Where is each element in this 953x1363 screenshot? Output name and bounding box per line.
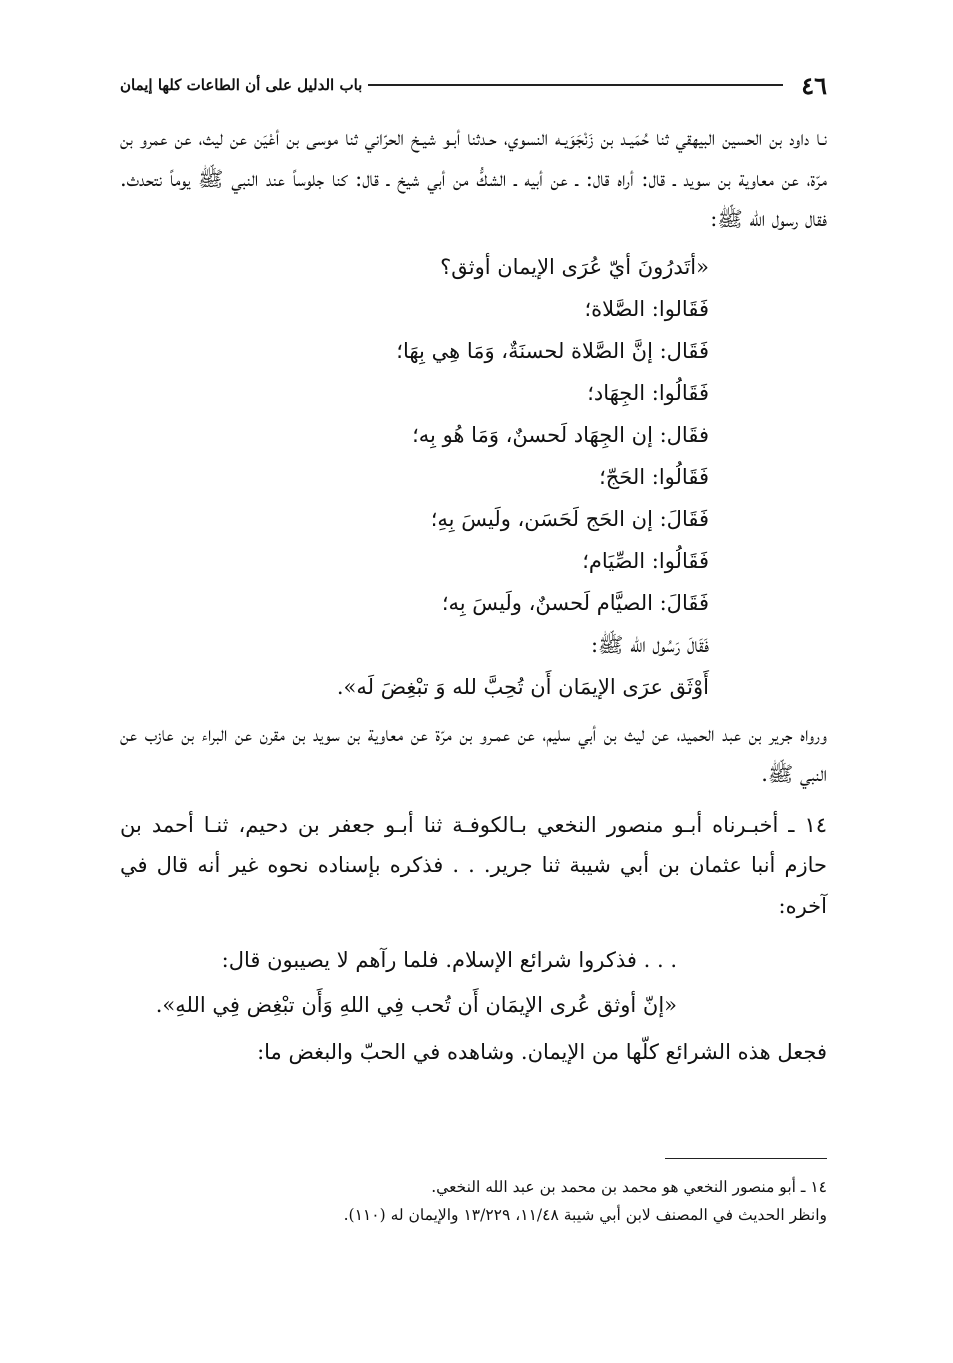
hadith-line: فَقَالُوا: الجِهَاد؛ [587, 380, 709, 405]
hadith-line: «أتَدرُونَ أيّ عُرَى الإيمان أوثق؟ [440, 254, 709, 279]
footnote-line: وانظر الحديث في المصنف لابن أبي شيبة ١١/٤٨، ١٣/٢٢٩ والإيمان له (١١٠). [343, 1206, 827, 1224]
quote-line: . . . فذكروا شرائع الإسلام. فلما رآهم لا يصيبون قال: [221, 948, 677, 972]
quoted-text [120, 938, 677, 1028]
footnotes [120, 1158, 827, 1229]
footnote-line: ١٤ ـ أبو منصور النخعي هو محمد بن محمد بن عبد الله النخعي. [431, 1178, 827, 1196]
hadith-line: فَقَالُوا: الصِّيَام؛ [582, 548, 709, 573]
hadith-line: فَقَالوا: الصَّلاة؛ [584, 296, 709, 321]
footnote-rule [665, 1158, 827, 1159]
running-title: باب الدليل على أن الطاعات كلها إيمان [120, 76, 363, 94]
hadith-line: أَوْثَق عرَى الإيمَان أَن تُحِبَّ لله وَ تبْغِضَ لَه». [336, 674, 709, 699]
paragraph-isnad: نـا داود بن الحسين البيهقي ثنا حُمَيـد بن زَنْجَوَيـه النسوي، حـدثنا أبـو شيـخ الحرّاني ثنا موسى بن أعْيَن عن ليث، عن عمرو بن مرّة، عن معاوية بن سويد ـ قال: أراه قال: ـ عن أبيه ـ الشكُّ من أبي شيخ ـ قال: كنا جلوساً عند النبي ﷺ يوماً نتحدث. فقال رسول الله ﷺ: [120, 126, 827, 231]
paragraph-conclusion: فجعل هذه الشرائع كلّها من الإيمان. وشاهده في الحبّ والبغض ما: [257, 1040, 827, 1064]
hadith-line: فَقَالَ: الصيَّام لَحسنٌ، ولَيسَ بِه؛ [441, 590, 709, 615]
header-rule [368, 84, 783, 86]
hadith-line: فقَال: إن الجِهَاد لَحسنٌ، وَمَا هُو بِه؛ [412, 422, 709, 447]
hadith-line: فَقَالَ رَسُول الله ﷺ: [590, 632, 709, 657]
page-number: ٤٦ [801, 70, 827, 100]
running-header [120, 70, 827, 100]
hadith-line: فَقَالُوا: الحَجّ؛ [599, 464, 709, 489]
hadith-line: فَقَال: إنَّ الصَّلاة لحسنَةٌ، وَمَا هِي بِهَا؛ [396, 338, 709, 363]
hadith-line: فَقَالَ: إن الحَج لَحَسَن، ولَيسَ بِهِ؛ [430, 506, 709, 531]
paragraph-hadith-14: ١٤ ـ أخبـرناه أبـو منصور النخعي بـالكوفـة ثنا أبـو جعفر بن دحيم، ثنـا أحمد بن حازم أنبا عثمان بن أبي شيبة ثنا جرير. . . فذكره بإسناده نحوه غير أنه قال في آخره: [120, 812, 827, 918]
hadith-text [120, 246, 709, 708]
quote-line: «إنّ أوثق عُرى الإيمَان أَن تُحب فِي اللهِ وَأَن تبْغِض فِي اللهِ». [155, 993, 677, 1017]
main-text [120, 118, 827, 1073]
paragraph-variant-chain: ورواه جرير بن عبد الحميد، عن ليث بن أبي سليم، عن عمـرو بن مرّة عن معاوية بن سويد بن مقرن عن البراء بن عازب عن النبي ﷺ. [120, 721, 827, 786]
